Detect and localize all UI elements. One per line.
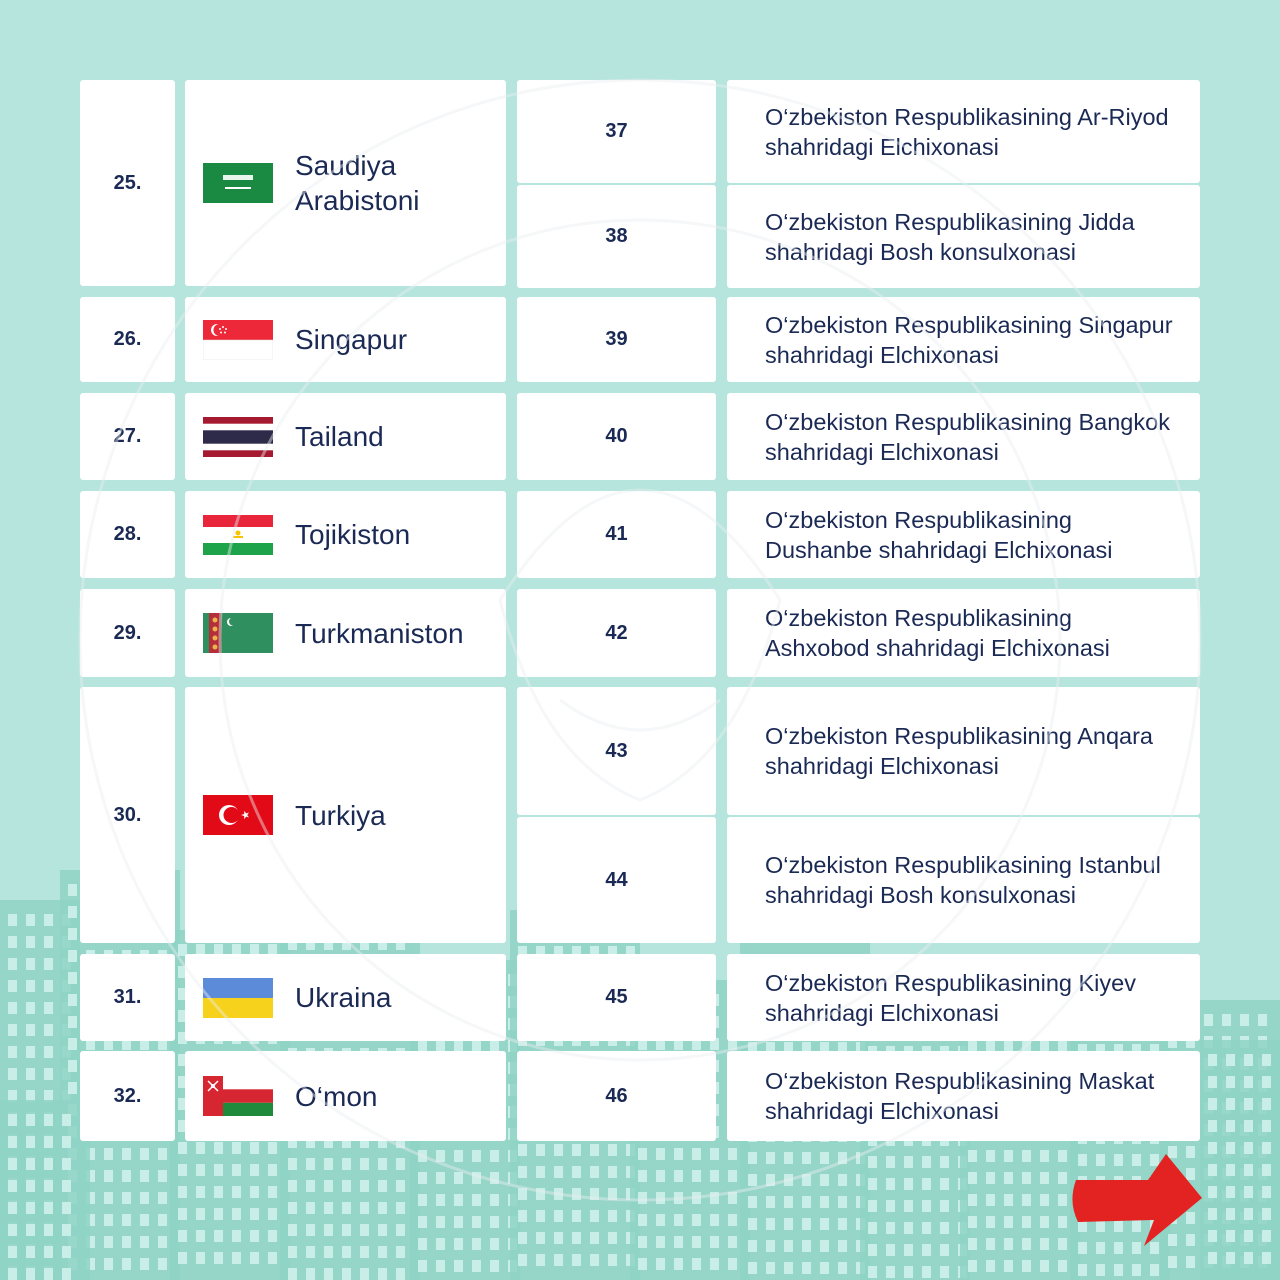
mission-text: O‘zbekiston Respublikasining Anqara shahridagi Elchixonasi: [765, 723, 1153, 779]
row-number: 26.: [80, 297, 175, 382]
turkey-flag: [203, 795, 273, 835]
row-number: 31.: [80, 954, 175, 1041]
singapore-flag: [203, 320, 273, 360]
mission-text: O‘zbekiston Respublikasining Ar-Riyod shahridagi Elchixonasi: [765, 103, 1169, 160]
mission-text: O‘zbekiston Respublikasining Singapur shahridagi Elchixonasi: [765, 311, 1173, 368]
mission-text: O‘zbekiston Respublikasining Jidda shahridagi Bosh konsulxonasi: [765, 208, 1135, 265]
row-number: 25.: [80, 80, 175, 286]
thailand-flag: [203, 417, 273, 457]
mission-code: 39: [517, 297, 716, 382]
mission-name: [727, 1051, 1200, 1141]
mission-code: 43: [517, 687, 716, 815]
mission-name: [727, 185, 1200, 288]
mission-text: O‘zbekiston Respublikasining Ashxobod shahridagi Elchixonasi: [765, 605, 1110, 661]
country-name: Turkmaniston: [295, 617, 464, 649]
mission-name: [727, 297, 1200, 382]
saudi-arabia-flag: [203, 163, 273, 203]
mission-code: 38: [517, 185, 716, 288]
row-number: 28.: [80, 491, 175, 578]
mission-code: 42: [517, 589, 716, 677]
country-cell: [185, 589, 506, 677]
tajikistan-flag: [203, 515, 273, 555]
mission-code: 41: [517, 491, 716, 578]
turkmenistan-flag: [203, 613, 273, 653]
country-cell: [185, 687, 506, 943]
mission-name: [727, 491, 1200, 578]
mission-code: 46: [517, 1051, 716, 1141]
mission-name: [727, 817, 1200, 943]
mission-code: 40: [517, 393, 716, 480]
mission-text: O‘zbekiston Respublikasining Istanbul shahridagi Bosh konsulxonasi: [765, 852, 1161, 908]
country-name: Saudiya Arabistoni: [295, 150, 420, 216]
row-number: 30.: [80, 687, 175, 943]
mission-code: 45: [517, 954, 716, 1041]
mission-name: [727, 954, 1200, 1041]
mission-code: 44: [517, 817, 716, 943]
country-cell: [185, 80, 506, 286]
oman-flag: [203, 1076, 273, 1116]
next-arrow-icon[interactable]: [1068, 1150, 1208, 1250]
mission-text: O‘zbekiston Respublikasining Dushanbe shahridagi Elchixonasi: [765, 506, 1113, 563]
mission-name: [727, 589, 1200, 677]
country-name: Turkiya: [295, 799, 386, 831]
row-number: 27.: [80, 393, 175, 480]
country-name: Singapur: [295, 324, 408, 355]
country-name: Ukraina: [295, 982, 392, 1013]
mission-text: O‘zbekiston Respublikasining Kiyev shahridagi Elchixonasi: [765, 969, 1136, 1026]
mission-name: [727, 687, 1200, 815]
country-name: Tailand: [295, 421, 384, 452]
mission-text: O‘zbekiston Respublikasining Bangkok shahridagi Elchixonasi: [765, 408, 1170, 465]
mission-name: [727, 80, 1200, 183]
country-cell: [185, 491, 506, 578]
mission-code: 37: [517, 80, 716, 183]
mission-text: O‘zbekiston Respublikasining Maskat shahridagi Elchixonasi: [765, 1068, 1155, 1124]
country-cell: [185, 1051, 506, 1141]
country-cell: [185, 393, 506, 480]
row-number: 32.: [80, 1051, 175, 1141]
mission-name: [727, 393, 1200, 480]
country-name: O‘mon: [295, 1080, 378, 1112]
country-cell: [185, 954, 506, 1041]
row-number: 29.: [80, 589, 175, 677]
ukraine-flag: [203, 978, 273, 1018]
country-cell: [185, 297, 506, 382]
country-name: Tojikiston: [295, 519, 411, 550]
